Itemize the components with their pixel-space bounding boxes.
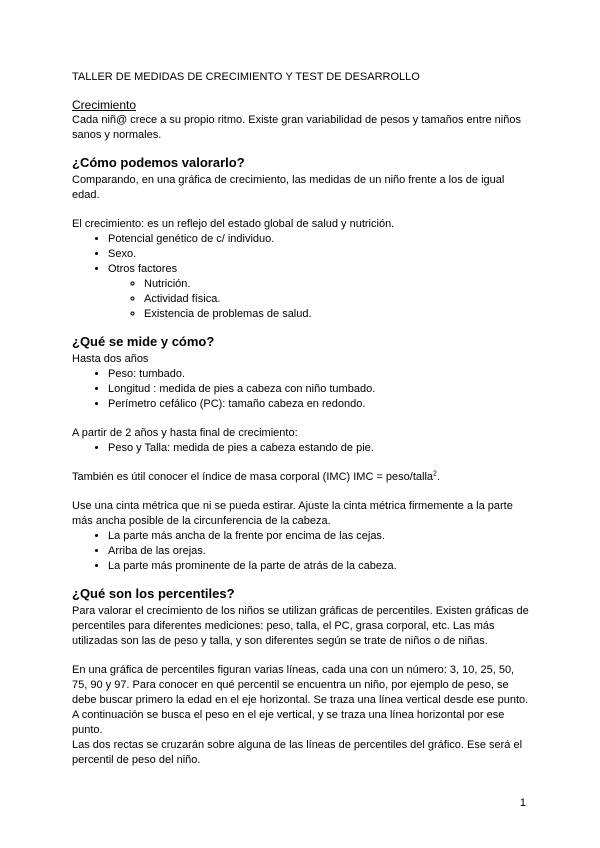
page-number: 1 <box>519 797 526 809</box>
imc-end: . <box>436 471 440 483</box>
section-heading-crecimiento: Crecimiento <box>72 98 137 112</box>
paragraph-reflejo: El crecimiento: es un reflejo del estado global de salud y nutrición. <box>72 218 395 230</box>
list-item: • Longitud : medida de pies a cabeza con niño tumbado. <box>108 382 532 397</box>
paragraph-apartir: A partir de 2 años y hasta final de crecimiento: <box>72 427 298 439</box>
section-heading-valorar: ¿Cómo podemos valorarlo? <box>72 155 245 170</box>
list-item: • Peso y Talla: medida de pies a cabeza estando de pie. <box>108 441 532 456</box>
paragraph-percentiles-1: Para valorar el crecimiento de los niños se utilizan gráficas de percentiles. Existen gráficas de percentiles para diferentes mediciones: peso, talla, el PC, grasa corporal, etc. Las más utilizadas son las de peso y talla, y son diferentes según se trate de niños o de niñas. <box>72 605 529 647</box>
list-factores <box>72 232 532 322</box>
section-heading-percentiles: ¿Qué son los percentiles? <box>72 586 235 601</box>
list-item: • La parte más prominente de la parte de atrás de la cabeza. <box>108 559 532 574</box>
sublist-item: ◦ Nutrición. <box>144 277 532 292</box>
imc-superscript: 2 <box>433 470 437 478</box>
list-cinta <box>72 529 532 574</box>
paragraph-crecimiento: Cada niñ@ crece a su propio ritmo. Existe gran variabilidad de pesos y tamaños entre niños sanos y normales. <box>72 114 521 141</box>
list-hasta-dos-anos <box>72 367 532 412</box>
list-item: • Arriba de las orejas. <box>108 544 532 559</box>
sublist-item: ◦ Existencia de problemas de salud. <box>144 307 532 322</box>
document-title: TALLER DE MEDIDAS DE CRECIMIENTO Y TEST DE DESARROLLO <box>72 71 420 83</box>
sublist-otros-factores <box>108 277 532 322</box>
list-item <box>108 262 532 322</box>
document-page <box>72 70 532 768</box>
paragraph-percentiles-3: Las dos rectas se cruzarán sobre alguna de las líneas de percentiles del gráfico. Ese será el percentil de peso del niño. <box>72 739 523 766</box>
list-item: • Potencial genético de c/ individuo. <box>108 232 532 247</box>
paragraph-cinta: Use una cinta métrica que ni se pueda estirar. Ajuste la cinta métrica firmemente a la parte más ancha posible de la circunferencia de la cabeza. <box>72 500 513 527</box>
list-item: • Peso: tumbado. <box>108 367 532 382</box>
section-heading-mide: ¿Qué se mide y cómo? <box>72 334 215 349</box>
list-item: • La parte más ancha de la frente por encima de las cejas. <box>108 529 532 544</box>
sublist-item: ◦ Actividad física. <box>144 292 532 307</box>
paragraph-imc <box>72 470 532 485</box>
paragraph-valorar: Comparando, en una gráfica de crecimiento, las medidas de un niño frente a los de igual edad. <box>72 174 505 201</box>
list-item-label: Otros factores <box>108 263 178 275</box>
paragraph-hasta: Hasta dos años <box>72 353 149 365</box>
paragraph-percentiles-2: En una gráfica de percentiles figuran varias líneas, cada una con un número: 3, 10, 25, 50, 75, 90 y 97. Para conocer en qué percentil se encuentra un niño, por ejemplo de peso, se debe buscar primero la edad en el eje horizontal. Se traza una línea vertical desde ese punto. A continuación se busca el peso en el eje vertical, y se traza una línea horizontal por ese punto. <box>72 664 529 736</box>
list-item: • Sexo. <box>108 247 532 262</box>
imc-text: También es útil conocer el índice de masa corporal (IMC) IMC = peso/talla <box>72 471 434 483</box>
list-apartir <box>72 441 532 456</box>
list-item: • Perímetro cefálico (PC): tamaño cabeza en redondo. <box>108 397 532 412</box>
